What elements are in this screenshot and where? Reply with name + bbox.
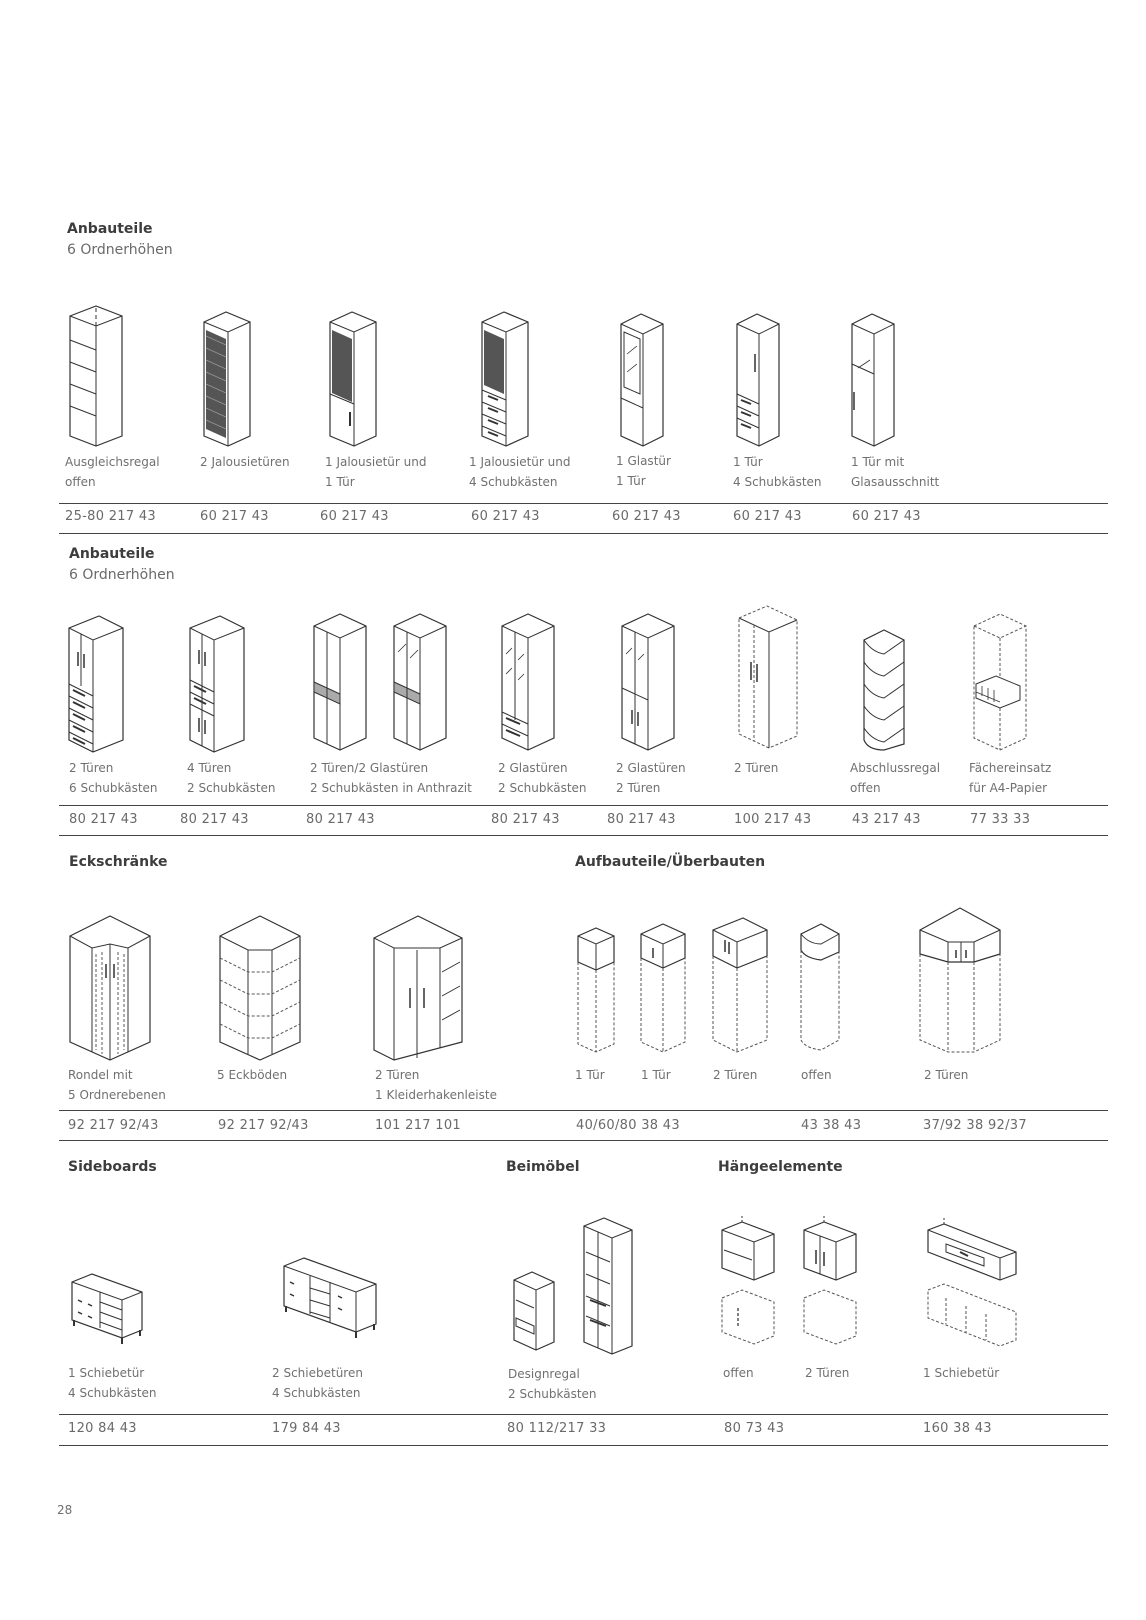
cabinet-illustration-jalousie-tuer bbox=[326, 312, 380, 446]
caption-haenge-2-tueren: 2 Türen bbox=[805, 1366, 850, 1380]
caption-jalousie-tuer: 1 Jalousietür und 1 Tür bbox=[325, 455, 427, 489]
dims-glasausschnitt: 60 217 43 bbox=[852, 509, 921, 524]
dims-2-tueren-6-schubkaesten: 80 217 43 bbox=[69, 812, 138, 827]
dims-abschlussregal: 43 217 43 bbox=[852, 812, 921, 827]
caption-2-tueren-6-schubkaesten: 2 Türen 6 Schubkästen bbox=[69, 761, 158, 795]
dims-2-glastueren-2-schubkaesten: 80 217 43 bbox=[491, 812, 560, 827]
cabinet-illustration-4-tueren bbox=[186, 616, 248, 752]
sideboard-illustration-179 bbox=[282, 1256, 380, 1342]
dims-haenge: 80 73 43 bbox=[724, 1421, 785, 1436]
divider bbox=[59, 1140, 1108, 1141]
caption-tueren-glastueren-anthrazit: 2 Türen/2 Glastüren 2 Schubkästen in Anthrazit bbox=[310, 761, 472, 795]
dims-4-tueren: 80 217 43 bbox=[180, 812, 249, 827]
cabinet-illustration-2-tueren-kleiderhaken bbox=[372, 916, 464, 1060]
divider bbox=[59, 503, 1108, 504]
section2-subtitle: 6 Ordnerhöhen bbox=[69, 567, 175, 583]
section4-title-sideboards: Sideboards bbox=[68, 1159, 157, 1175]
cabinet-illustration-2-glastueren-2-schubkaesten bbox=[498, 614, 558, 750]
caption-aufbau-2-tueren: 2 Türen bbox=[713, 1068, 758, 1082]
section4-title-beimoebel: Beimöbel bbox=[506, 1159, 580, 1175]
dims-sideboard-120: 120 84 43 bbox=[68, 1421, 137, 1436]
caption-2-tueren-kleiderhaken: 2 Türen 1 Kleiderhakenleiste bbox=[375, 1068, 497, 1102]
aufbauteil-illustration-eck-2-tueren bbox=[918, 906, 1004, 1054]
dims-haenge-schiebetuer: 160 38 43 bbox=[923, 1421, 992, 1436]
dims-tuer-schubkaesten: 60 217 43 bbox=[733, 509, 802, 524]
aufbauteil-illustration-1-tuer-b bbox=[637, 922, 689, 1054]
section3-title-aufbauteile: Aufbauteile/Überbauten bbox=[575, 854, 766, 870]
section4-title-haengeelemente: Hängeelemente bbox=[718, 1159, 843, 1175]
cabinet-illustration-glastuer bbox=[617, 314, 667, 446]
caption-aufbau-eck-2-tueren: 2 Türen bbox=[924, 1068, 969, 1082]
caption-sideboard-179: 2 Schiebetüren 4 Schubkästen bbox=[272, 1366, 363, 1400]
caption-haenge-schiebetuer: 1 Schiebetür bbox=[923, 1366, 1000, 1380]
divider bbox=[59, 533, 1108, 534]
cabinet-illustration-ausgleichsregal bbox=[66, 306, 126, 446]
divider bbox=[59, 805, 1108, 806]
caption-5-eckboeden: 5 Eckböden bbox=[217, 1068, 288, 1082]
caption-2-glastueren-2-tueren: 2 Glastüren 2 Türen bbox=[616, 761, 686, 795]
caption-ausgleichsregal: Ausgleichsregal offen bbox=[65, 455, 160, 489]
caption-2-jalousietueren: 2 Jalousietüren bbox=[200, 455, 290, 469]
caption-tuer-schubkaesten: 1 Tür 4 Schubkästen bbox=[733, 455, 822, 489]
cabinet-illustration-2-tueren-6-schubkaesten bbox=[65, 616, 127, 752]
dims-faechereinsatz: 77 33 33 bbox=[970, 812, 1031, 827]
dims-rondel: 92 217 92/43 bbox=[68, 1118, 159, 1133]
aufbauteil-illustration-1-tuer-a bbox=[574, 926, 618, 1054]
caption-designregal: Designregal 2 Schubkästen bbox=[508, 1367, 597, 1401]
caption-rondel: Rondel mit 5 Ordnerebenen bbox=[68, 1068, 166, 1102]
page-number: 28 bbox=[57, 1503, 73, 1517]
cabinet-illustration-tueren-glastueren-anthrazit bbox=[310, 612, 450, 752]
section2-title: Anbauteile bbox=[69, 546, 155, 562]
dims-aufbau-eck-2-tueren: 37/92 38 92/37 bbox=[923, 1118, 1027, 1133]
section3-title-eckschraenke: Eckschränke bbox=[69, 854, 168, 870]
dims-aufbau-offen: 43 38 43 bbox=[801, 1118, 862, 1133]
section1-subtitle: 6 Ordnerhöhen bbox=[67, 242, 173, 258]
designregal-illustration bbox=[510, 1216, 636, 1358]
cabinet-illustration-rondel bbox=[68, 914, 152, 1060]
caption-abschlussregal: Abschlussregal offen bbox=[850, 761, 941, 795]
cabinet-illustration-5-eckboeden bbox=[218, 914, 302, 1060]
divider bbox=[59, 1110, 1108, 1111]
divider bbox=[59, 835, 1108, 836]
cabinet-illustration-2-jalousietueren bbox=[200, 312, 254, 446]
caption-glasausschnitt: 1 Tür mit Glasausschnitt bbox=[851, 455, 940, 489]
aufbauteil-illustration-2-tueren bbox=[709, 916, 771, 1054]
caption-glastuer: 1 Glastür 1 Tür bbox=[616, 454, 671, 488]
dims-tueren-glastueren-anthrazit: 80 217 43 bbox=[306, 812, 375, 827]
dims-5-eckboeden: 92 217 92/43 bbox=[218, 1118, 309, 1133]
caption-aufbau-1-tuer-b: 1 Tür bbox=[641, 1068, 671, 1082]
dims-2-tueren-100: 100 217 43 bbox=[734, 812, 812, 827]
cabinet-illustration-tuer-schubkaesten bbox=[733, 314, 783, 446]
divider bbox=[59, 1414, 1108, 1415]
cabinet-illustration-faechereinsatz bbox=[970, 614, 1030, 750]
dims-aufbau-1-tuer: 40/60/80 38 43 bbox=[576, 1118, 680, 1133]
dims-2-jalousietueren: 60 217 43 bbox=[200, 509, 269, 524]
caption-faechereinsatz: Fächereinsatz für A4-Papier bbox=[969, 761, 1052, 795]
dims-designregal: 80 112/217 33 bbox=[507, 1421, 607, 1436]
caption-4-tueren: 4 Türen 2 Schubkästen bbox=[187, 761, 276, 795]
caption-2-glastueren-2-schubkaesten: 2 Glastüren 2 Schubkästen bbox=[498, 761, 587, 795]
shelf-illustration-abschlussregal bbox=[858, 626, 908, 754]
dims-jalousie-tuer: 60 217 43 bbox=[320, 509, 389, 524]
caption-jalousie-schubkaesten: 1 Jalousietür und 4 Schubkästen bbox=[469, 455, 571, 489]
cabinet-illustration-2-glastueren-2-tueren bbox=[618, 614, 678, 750]
haengeelement-illustration-schiebetuer bbox=[924, 1216, 1018, 1348]
dims-2-tueren-kleiderhaken: 101 217 101 bbox=[375, 1118, 462, 1133]
aufbauteil-illustration-offen bbox=[797, 922, 843, 1052]
caption-aufbau-offen: offen bbox=[801, 1068, 832, 1082]
caption-sideboard-120: 1 Schiebetür 4 Schubkästen bbox=[68, 1366, 157, 1400]
section1-title: Anbauteile bbox=[67, 221, 153, 237]
cabinet-illustration-glasausschnitt bbox=[848, 314, 898, 446]
cabinet-illustration-jalousie-schubkaesten bbox=[478, 312, 532, 446]
dims-sideboard-179: 179 84 43 bbox=[272, 1421, 341, 1436]
dims-ausgleichsregal: 25-80 217 43 bbox=[65, 509, 156, 524]
dims-2-glastueren-2-tueren: 80 217 43 bbox=[607, 812, 676, 827]
caption-2-tueren-100: 2 Türen bbox=[734, 761, 779, 775]
divider bbox=[59, 1445, 1108, 1446]
dims-jalousie-schubkaesten: 60 217 43 bbox=[471, 509, 540, 524]
dims-glastuer: 60 217 43 bbox=[612, 509, 681, 524]
cabinet-illustration-2-tueren-100 bbox=[735, 606, 801, 750]
haengeelement-illustration-offen bbox=[716, 1214, 778, 1344]
caption-aufbau-1-tuer-a: 1 Tür bbox=[575, 1068, 605, 1082]
sideboard-illustration-120 bbox=[70, 1272, 146, 1344]
haengeelement-illustration-2-tueren bbox=[800, 1214, 862, 1344]
caption-haenge-offen: offen bbox=[723, 1366, 754, 1380]
